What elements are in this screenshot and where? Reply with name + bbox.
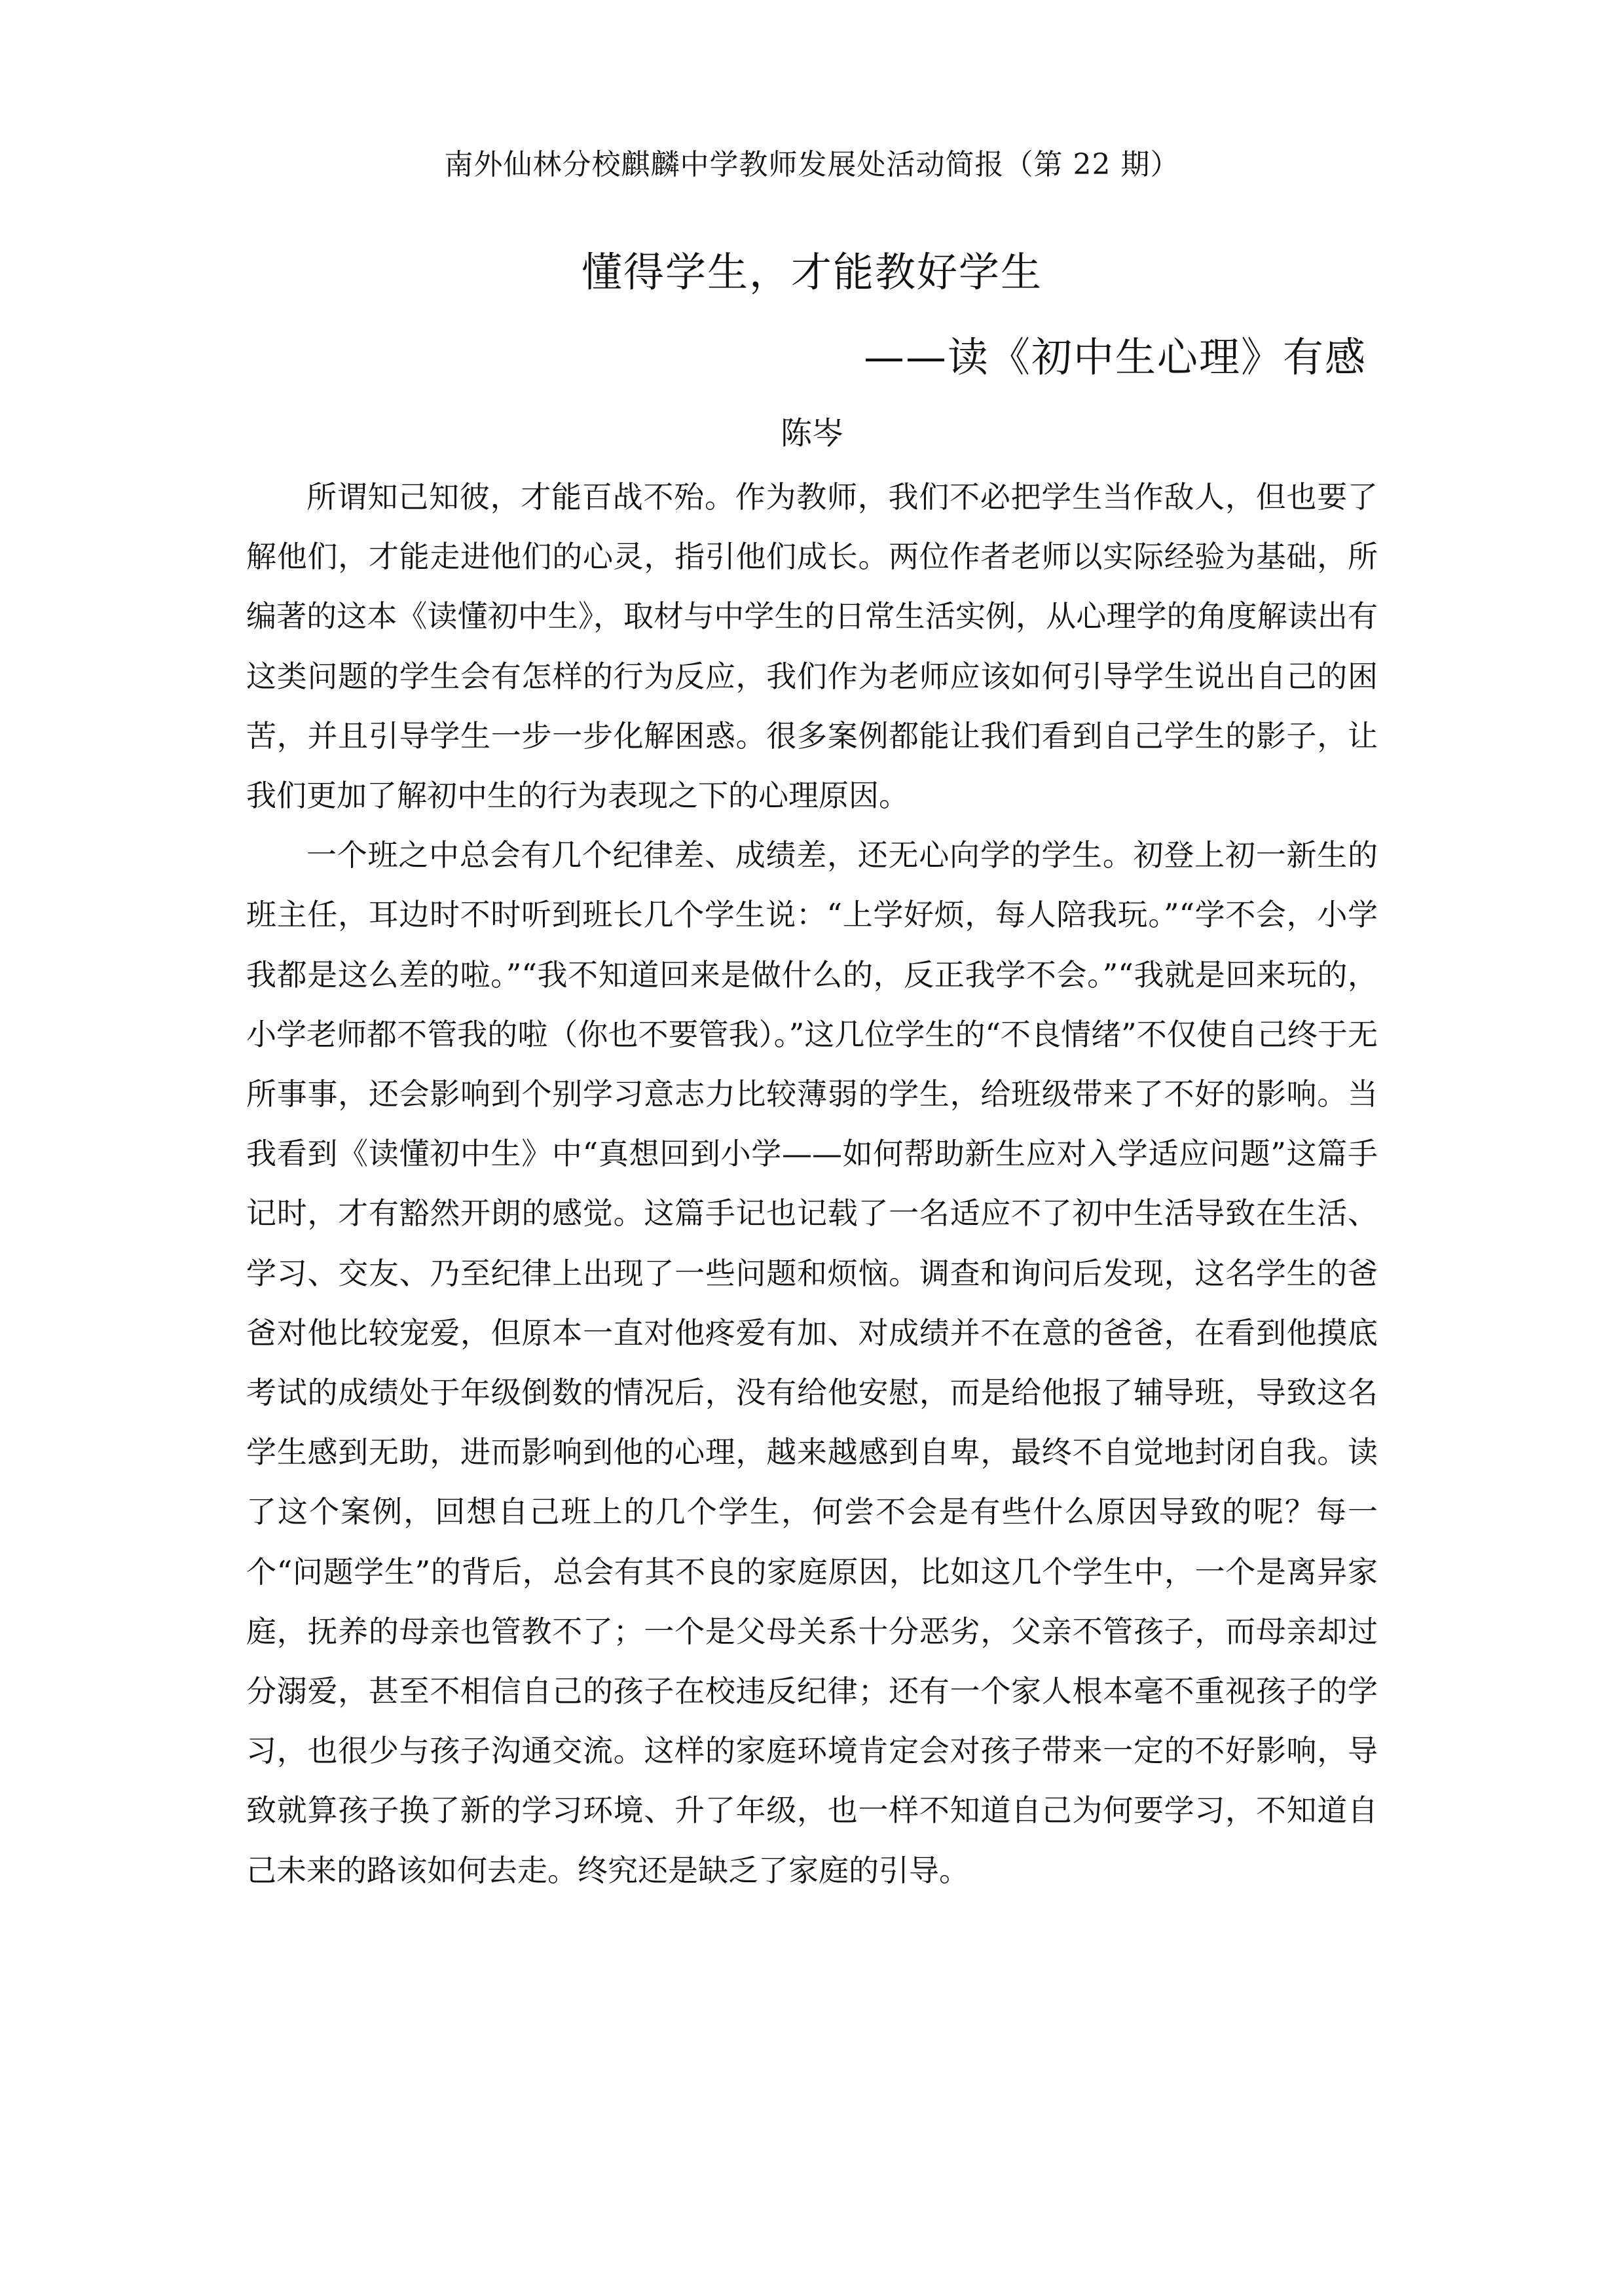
newsletter-header: 南外仙林分校麒麟中学教师发展处活动简报（第 22 期） — [444, 148, 1180, 181]
paragraph-2: 一个班之中总会有几个纪律差、成绩差，还无心向学的学生。初登上初一新生的班主任，耳边时不时听到班长几个学生说：“上学好烦，每人陪我玩。”“学不会，小学我都是这么差的啦。”“我不知道回来是做什么的，反正我学不会。”“我就是回来玩的，小学老师都不管我的啦（你也不要管我）。”这几位学生的“不良情绪”不仅使自己终于无所事事，还会影响到个别学习意志力比较薄弱的学生，给班级带来了不好的影响。当我看到《读懂初中生》中“真想回到小学——如何帮助新生应对入学适应问题”这篇手记时，才有豁然开朗的感觉。这篇手记也记载了一名适应不了初中生活导致在生活、学习、交友、乃至纪律上出现了一些问题和烦恼。调查和询问后发现，这名学生的爸爸对他比较宠爱，但原本一直对他疼爱有加、对成绩并不在意的爸爸，在看到他摸底考试的成绩处于年级倒数的情况后，没有给他安慰，而是给他报了辅导班，导致这名学生感到无助，进而影响到他的心理，越来越感到自卑，最终不自觉地封闭自我。读了这个案例，回想自己班上的几个学生，何尝不会是有些什么原因导致的呢？每一个“问题学生”的背后，总会有其不良的家庭原因，比如这几个学生中，一个是离异家庭，抚养的母亲也管教不了；一个是父母关系十分恶劣，父亲不管孩子，而母亲却过分溺爱，甚至不相信自己的孩子在校违反纪律；还有一个家人根本毫不重视孩子的学习，也很少与孩子沟通交流。这样的家庭环境肯定会对孩子带来一定的不好影响，导致就算孩子换了新的学习环境、升了年级，也一样不知道自己为何要学习，不知道自己未来的路该如何去走。终究还是缺乏了家庭的引导。 — [246, 837, 1378, 1888]
author-name: 陈岑 — [780, 415, 843, 452]
paragraph-1: 所谓知己知彼，才能百战不殆。作为教师，我们不必把学生当作敌人，但也要了解他们，才能走进他们的心灵，指引他们成长。两位作者老师以实际经验为基础，所编著的这本《读懂初中生》，取材与中学生的日常生活实例，从心理学的角度解读出有这类问题的学生会有怎样的行为反应，我们作为老师应该如何引导学生说出自己的困苦，并且引导学生一步一步化解困惑。很多案例都能让我们看到自己学生的影子，让我们更加了解初中生的行为表现之下的心理原因。 — [246, 479, 1378, 814]
article-title: 懂得学生，才能教好学生 — [581, 248, 1043, 296]
article-body — [246, 467, 1378, 1901]
article-subtitle: ——读《初中生心理》有感 — [863, 333, 1367, 381]
